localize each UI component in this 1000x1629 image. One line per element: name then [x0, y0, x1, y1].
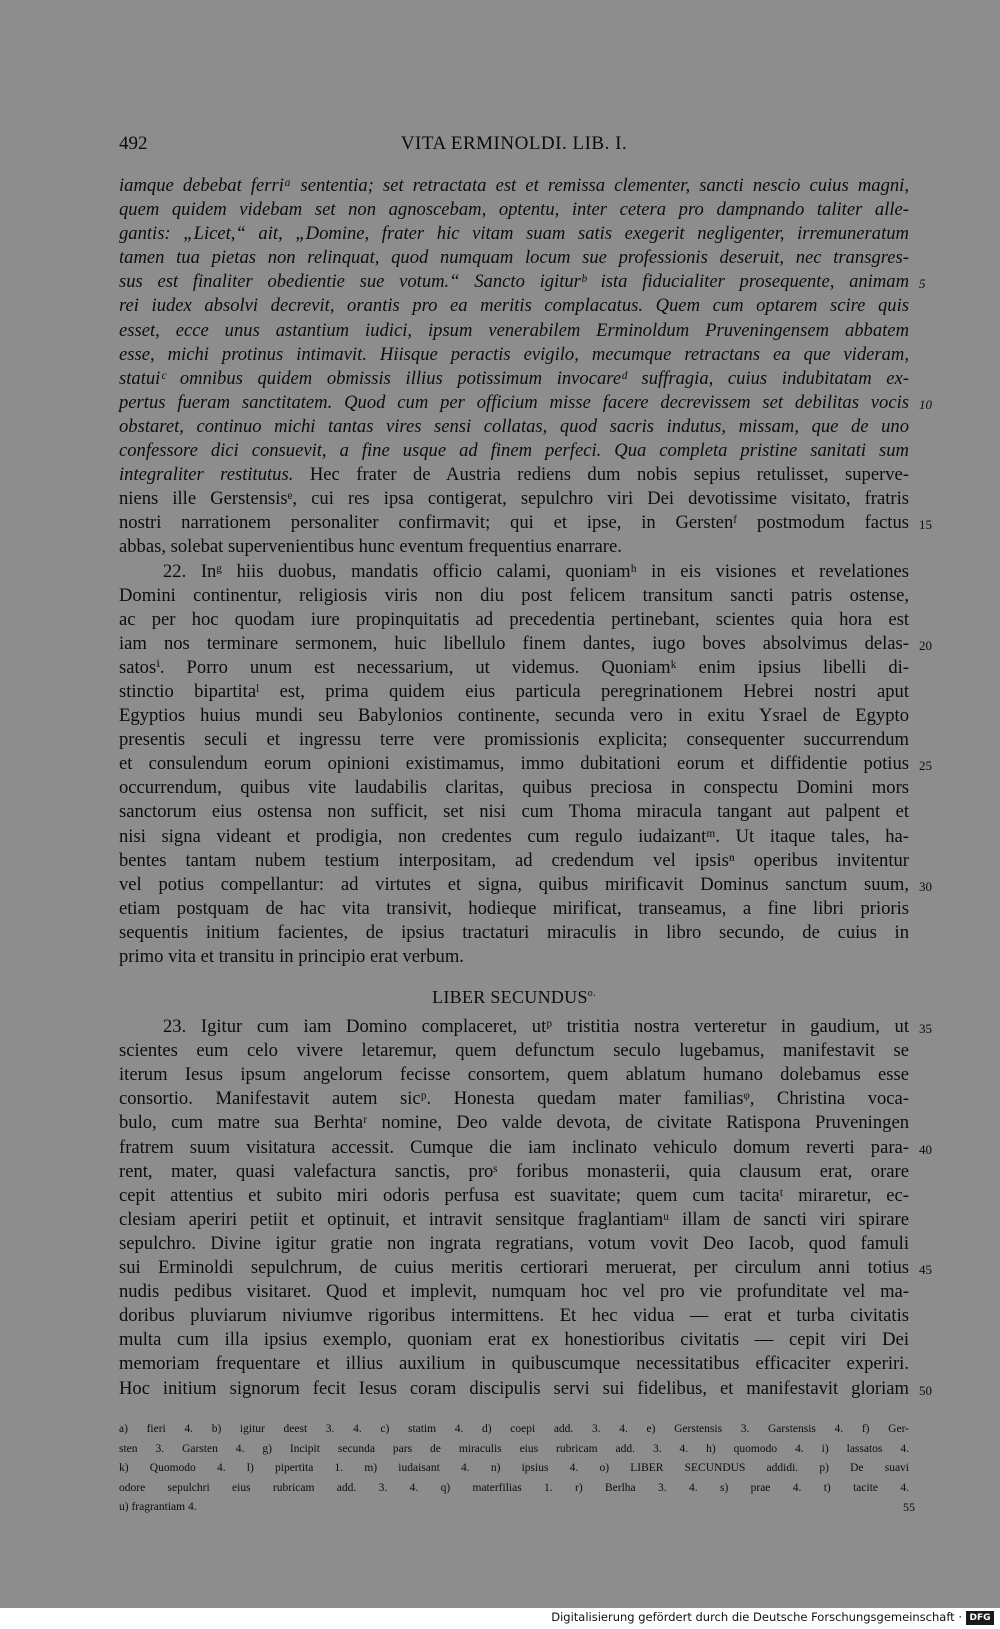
text-line-content: et consulendum eorum opinioni existimamus, immo dubitationi eorum et diffidentie potius [119, 753, 909, 775]
text-line [119, 1111, 909, 1135]
text-line [119, 487, 909, 511]
line-number: 35 [919, 1021, 932, 1037]
text-line [119, 174, 909, 198]
running-header [119, 133, 909, 163]
text-line [119, 343, 909, 367]
text-line-content: nisi signa videant et prodigia, non credentes cum regulo iudaizantᵐ. Ut itaque tales, ha- [119, 825, 909, 847]
text-line [119, 825, 909, 849]
text-line [119, 752, 932, 776]
text-line [119, 776, 909, 800]
text-line-content: 22. Inᵍ hiis duobus, mandatis officio calami, quoniamʰ in eis visiones et revelationes [163, 560, 909, 582]
footnote-text: u) fragrantiam 4. [119, 1501, 197, 1513]
text-line [119, 608, 909, 632]
text-line [119, 1063, 909, 1087]
text-line-content: iterum Iesus ipsum angelorum fecisse consortem, quem ablatum humano dolebamus esse [119, 1064, 909, 1086]
main-text [119, 174, 932, 1401]
text-line-content: Hoc initium signorum fecit Iesus coram discipulis servi sui fidelibus, et manifestavit gloriam [119, 1377, 909, 1399]
text-line [119, 1377, 932, 1401]
text-line [119, 535, 909, 559]
line-number: 10 [919, 396, 932, 412]
footnote-text: a) fieri 4. b) igitur deest 3. 4. c) statim 4. d) coepi add. 3. 4. e) Gerstensis 3. Garstensis 4. f) Ger- [119, 1423, 909, 1435]
footnote-line [119, 1498, 915, 1518]
text-line-content: nostri narrationem personaliter confirmavit; qui et ipse, in Gerstenᶠ postmodum factus [119, 512, 909, 534]
text-line-content: iamque debebat ferriᵃ sententia; set retractata est et remissa clementer, sancti nescio cuius magni, [119, 175, 909, 196]
footnotes [119, 1420, 915, 1518]
text-line-content: sanctorum eius ostensa non sufficit, set nisi cum Thoma miracula tangant aut palpent et [119, 801, 909, 823]
text-line [119, 728, 909, 752]
text-line-content: satosⁱ. Porro unum est necessarium, ut videmus. Quoniamᵏ enim ipsius libelli di- [119, 656, 909, 678]
text-line [119, 294, 909, 318]
text-line-content: Domini continentur, religiosis viris non diu post felicem transitum sancti patris ostense, [119, 584, 909, 606]
text-line-content: gantis: „Licet,“ ait, „Domine, frater hic vitam suam satis exegerit negligenter, irremuneratum [119, 223, 909, 245]
text-line-content: multa cum illa ipsius exemplo, quoniam erat ex honestioribus civitatis — cepit viri Dei [119, 1329, 909, 1351]
line-number: 55 [903, 1500, 915, 1514]
footnote-line [119, 1479, 909, 1499]
text-line [119, 656, 909, 680]
text-line-content: 23. Igitur cum iam Domino complaceret, utᵖ tristitia nostra verteretur in gaudium, ut [163, 1016, 909, 1038]
running-title: VITA ERMINOLDI. LIB. I. [400, 133, 628, 154]
text-line-content: sus est finaliter obedientie sue votum.“ Sancto igiturᵇ ista fiducialiter prosequente, animam [119, 271, 909, 293]
text-line [119, 800, 909, 824]
line-number: 40 [919, 1141, 932, 1157]
text-line [119, 463, 909, 487]
footnote-line [119, 1459, 909, 1479]
text-line [119, 367, 909, 391]
funding-notice: Digitalisierung gefördert durch die Deutsche Forschungsgemeinschaft · [551, 1610, 962, 1624]
text-line [119, 632, 932, 656]
text-line-content: tamen tua pietas non relinquat, quod numquam locum sue professionis deseruit, nec transgres- [119, 247, 909, 269]
text-line-content: doribus pluviarum niviumve rigoribus intermittens. Et hec vidua — erat et turba civitatis [119, 1305, 909, 1327]
text-line-content: consortio. Manifestavit autem sicᵖ. Honesta quedam mater familiasᵠ, Christina voca- [119, 1088, 909, 1110]
text-line [119, 1256, 932, 1280]
text-line-content: rent, mater, quasi valefactura sanctis, proˢ foribus monasterii, quia clausum erat, orare [119, 1160, 909, 1182]
text-line [119, 1208, 909, 1232]
line-number: 50 [919, 1382, 932, 1398]
text-line [119, 511, 932, 535]
text-line-content: stinctio bipartitaˡ est, prima quidem eius particula peregrinationem Hebrei nostri aput [119, 680, 909, 702]
book-heading [119, 969, 909, 1015]
dfg-logo: DFG [966, 1611, 994, 1625]
text-line [119, 945, 909, 969]
page-number: 492 [119, 133, 148, 154]
line-number: 20 [919, 637, 932, 653]
text-line-content: sepulchro. Divine igitur gratie non ingrata regratians, votum vovit Deo Iacob, quod famuli [119, 1232, 909, 1254]
text-line [119, 897, 909, 921]
text-line [119, 1328, 909, 1352]
text-line [119, 704, 909, 728]
text-line-content: quem quidem videbam set non agnoscebam, optentu, inter cetera pro dampnando taliter alle- [119, 199, 909, 221]
text-line [119, 1015, 932, 1039]
text-line [119, 415, 909, 439]
text-line-content: confessore dici consuevit, a fine usque ad finem perfeci. Qua completa pristine sanitati sum [119, 440, 909, 462]
text-line-content: esse, michi protinus intimavit. Hiisque peractis evigilo, mecumque retractans ea que videram, [119, 343, 909, 365]
text-line [119, 1039, 909, 1063]
text-line [119, 849, 909, 873]
text-line [119, 391, 932, 415]
text-line-content: vel potius compellantur: ad virtutes et signa, quibus mirificavit Dominus sanctum suum, [119, 873, 909, 895]
footnote-marker: o. [587, 988, 596, 1000]
text-line-content: occurrendum, quibus vite laudabilis claritas, quibus preciosa in conspectu Domini mors [119, 777, 909, 799]
text-line-content: niens ille Gerstensisᵉ, cui res ipsa contigerat, sepulchro viri Dei devotissime visitato, fratris [119, 488, 909, 510]
footnote-line [119, 1440, 909, 1460]
text-line-content: bulo, cum matre sua Berhtaʳ nomine, Deo valde devota, de civitate Ratispona Pruveningen [119, 1112, 909, 1134]
text-line-content: obstaret, continuo michi tantas vires sensi collatas, quod sacris indutus, missam, que de uno [119, 415, 909, 437]
footnote-text: k) Quomodo 4. l) pipertita 1. m) iudaisant 4. n) ipsius 4. o) LIBER SECUNDUS addidi. p) De suavi [119, 1462, 909, 1474]
line-number: 5 [919, 276, 926, 292]
text-line [119, 584, 909, 608]
text-line-content: integraliter restitutus. Hec frater de Austria rediens dum nobis sepius retulisset, superve- [119, 464, 910, 486]
text-line-content: memoriam frequentare et illius auxilium in quibuscumque necessitatibus efficaciter experiri. [119, 1353, 909, 1375]
text-line [119, 1160, 909, 1184]
text-line [119, 1304, 909, 1328]
text-line [119, 1087, 909, 1111]
text-line-content: Egyptios huius mundi seu Babylonios continente, secunda vero in exitu Ysrael de Egypto [119, 705, 909, 727]
text-line [119, 1184, 909, 1208]
line-number: 30 [919, 878, 932, 894]
text-line-content: esset, ecce unus astantium iudici, ipsum venerabilem Erminoldum Pruveningensem abbatem [119, 319, 909, 341]
text-line [119, 222, 909, 246]
text-line-content: ac per hoc quodam iure propinquitatis ad precedentia pertinebant, scientes quia hora est [119, 608, 909, 630]
line-number: 25 [919, 758, 932, 774]
book-heading-text: LIBER SECUNDUS [432, 987, 588, 1008]
text-line [119, 270, 926, 294]
text-line-content: iam nos terminare sermonem, huic libellulo finem dantes, iugo boves absolvimus delas- [119, 632, 909, 654]
text-line-content: clesiam aperiri petiit et optinuit, et intravit sensitque fraglantiamᵘ illam de sancti viri spirare [119, 1208, 909, 1230]
text-line [119, 1136, 932, 1160]
text-line [119, 1232, 909, 1256]
text-line-content: fratrem suum visitatura accessit. Cumque die iam inclinato vehiculo domum reverti para- [119, 1136, 909, 1158]
text-line-content: scientes eum celo vivere letaremur, quem defunctum seculo lugebamus, manifestavit se [119, 1040, 909, 1062]
text-line-content: sequentis initium facientes, de ipsius tractaturi miraculis in libro secundo, de cuius in [119, 921, 909, 943]
text-line-content: statuiᶜ omnibus quidem obmissis illius potissimum invocareᵈ suffragia, cuius indubitatam ex- [119, 367, 909, 389]
text-line-content: presentis seculi et ingressu terre vere promissionis explicita; consequenter succurrendum [119, 729, 909, 751]
text-line-content: rei iudex absolvi decrevit, orantis pro ea meritis complacatus. Quem cum optarem scire quis [119, 295, 909, 317]
footer-bar [0, 1608, 1000, 1629]
text-line-content: sui Erminoldi sepulchrum, de cuius meritis certiorari meruerat, per circulum anni totius [119, 1257, 909, 1279]
text-line-content: pertus fueram sanctitatem. Quod cum per officium misse facere decrevissem set debilitas vocis [119, 391, 909, 413]
text-line [119, 246, 909, 270]
line-number: 45 [919, 1262, 932, 1278]
text-line [119, 873, 932, 897]
line-number: 15 [919, 517, 932, 533]
text-line [119, 198, 909, 222]
text-line [119, 560, 909, 584]
footnote-text: sten 3. Garsten 4. g) Incipit secunda pars de miraculis eius rubricam add. 3. 4. h) quomodo 4. i) lassatos 4. [119, 1442, 909, 1455]
footnote-line [119, 1420, 909, 1440]
footnote-text: odore sepulchri eius rubricam add. 3. 4. q) materfilias 1. r) Berlha 3. 4. s) prae 4. t) tacite 4. [119, 1481, 909, 1494]
text-line-content: bentes tantam nubem testium interpositam, ad credendum vel ipsisⁿ operibus invitentur [119, 849, 909, 871]
text-line-content: nudis pedibus visitaret. Quod et implevit, numquam hoc vel pro vie profunditate vel ma- [119, 1281, 909, 1303]
text-line [119, 680, 909, 704]
text-line-content: abbas, solebat supervenientibus hunc eventum frequentius enarrare. [119, 536, 622, 558]
text-line [119, 1280, 909, 1304]
text-line-content: primo vita et transitu in principio erat verbum. [119, 946, 464, 967]
text-line [119, 439, 909, 463]
text-line [119, 319, 909, 343]
text-line [119, 921, 909, 945]
text-line-content: cepit attentius et subito miri odoris perfusa est suavitate; quem cum tacitaᵗ miraretur, ec- [119, 1184, 909, 1206]
text-line-content: etiam postquam de hac vita transivit, hodieque mirificat, transeamus, a fine libri prioris [119, 897, 909, 919]
text-line [119, 1352, 909, 1376]
